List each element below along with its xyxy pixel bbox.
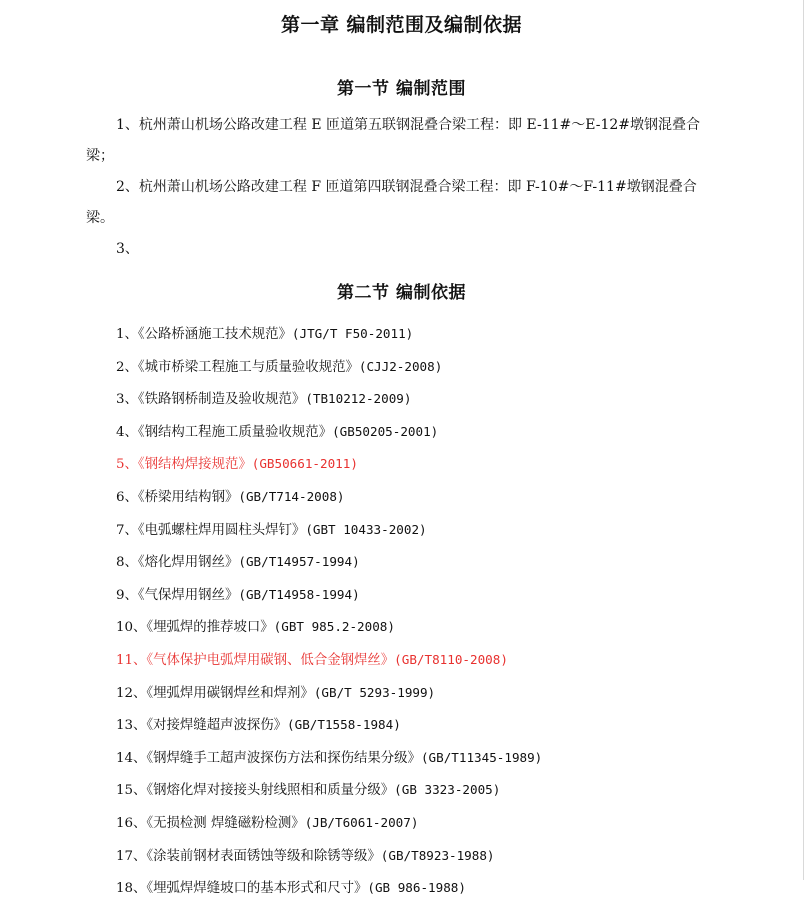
- basis-item-number: 12、: [116, 685, 147, 701]
- basis-item: [116, 448, 756, 481]
- basis-item-number: 1、: [116, 327, 138, 342]
- basis-item-standard-code: (GBT 10433-2002): [305, 521, 427, 537]
- basis-item-title: 《气保焊用钢丝》: [137, 587, 239, 603]
- basis-item-title: 《对接焊缝超声波探伤》: [146, 718, 288, 734]
- basis-item-standard-code: (GB50661-2011): [251, 456, 358, 472]
- scope-list: [86, 110, 706, 265]
- section-title-scope: 第一节 编制范围: [337, 79, 466, 99]
- scope-item: 1、杭州萧山机场公路改建工程 E 匝道第五联钢混叠合梁工程：即 E-11#～E-12#墩钢混叠合梁；: [86, 117, 700, 164]
- basis-item: [116, 611, 756, 644]
- basis-item: [116, 677, 756, 710]
- basis-item-standard-code: (GB/T 5293-1999): [313, 684, 436, 700]
- basis-item: [116, 644, 756, 677]
- basis-item: [116, 416, 756, 449]
- basis-item-title: 《熔化焊用钢丝》: [137, 555, 239, 571]
- basis-item-title: 《公路桥涵施工技术规范》: [137, 327, 292, 342]
- basis-item: [116, 742, 756, 775]
- basis-item-standard-code: (GB 986-1988): [367, 880, 466, 896]
- basis-item-title: 《钢焊缝手工超声波探伤方法和探伤结果分级》: [146, 750, 421, 766]
- basis-item-title: 《铁路钢桥制造及验收规范》: [137, 392, 306, 408]
- basis-item-title: 《无损检测 焊缝磁粉检测》: [146, 815, 305, 831]
- basis-item: [116, 546, 756, 579]
- basis-item-title: 《埋弧焊的推荐坡口》: [146, 620, 274, 636]
- basis-item: [116, 579, 756, 612]
- basis-item-title: 《埋弧焊用碳钢焊丝和焊剂》: [146, 685, 314, 701]
- basis-item-standard-code: (GB50205-2001): [332, 423, 439, 439]
- basis-item-number: 15、: [116, 783, 147, 799]
- basis-list: [116, 318, 756, 905]
- basis-item-number: 9、: [116, 587, 138, 603]
- basis-item-title: 《钢结构工程施工质量验收规范》: [137, 424, 333, 440]
- basis-item-standard-code: (GB/T14957-1994): [238, 554, 360, 570]
- basis-item-standard-code: (TB10212-2009): [305, 391, 412, 407]
- basis-item-number: 4、: [116, 424, 138, 440]
- basis-item: [116, 840, 756, 873]
- basis-item: [116, 481, 756, 514]
- basis-item-title: 《桥梁用结构钢》: [137, 489, 239, 505]
- basis-item-number: 16、: [116, 815, 147, 831]
- scope-item: 2、杭州萧山机场公路改建工程 F 匝道第四联钢混叠合梁工程：即 F-10#～F-11#墩钢混叠合梁。: [86, 179, 697, 226]
- basis-item: [116, 351, 756, 384]
- basis-item-standard-code: (GB 3323-2005): [394, 782, 501, 798]
- scope-item: 3、: [116, 241, 139, 257]
- basis-item-number: 13、: [116, 718, 147, 734]
- basis-item-title: 《涂装前钢材表面锈蚀等级和除锈等级》: [146, 848, 381, 864]
- basis-item-title: 《气体保护电弧焊用碳钢、低合金钢焊丝》: [146, 652, 395, 668]
- basis-item: [116, 872, 756, 905]
- basis-item: [116, 807, 756, 840]
- basis-item-number: 5、: [116, 457, 138, 473]
- basis-item-standard-code: (GB/T11345-1989): [420, 749, 543, 765]
- basis-item-number: 3、: [116, 392, 138, 408]
- basis-item-number: 11、: [116, 652, 147, 668]
- section-title-basis: 第二节 编制依据: [337, 283, 466, 303]
- basis-item-standard-code: (GB/T714-2008): [238, 488, 345, 504]
- basis-item-standard-code: (GB/T8110-2008): [394, 651, 508, 667]
- basis-item-number: 6、: [116, 489, 138, 505]
- basis-item-title: 《埋弧焊焊缝坡口的基本形式和尺寸》: [146, 881, 368, 897]
- basis-item-standard-code: (CJJ2-2008): [358, 358, 443, 374]
- basis-item-title: 《钢熔化焊对接接头射线照相和质量分级》: [146, 783, 395, 799]
- basis-item-number: 2、: [116, 359, 138, 375]
- basis-item: [116, 514, 756, 547]
- basis-item-standard-code: (JTG/T F50-2011): [291, 326, 414, 341]
- basis-item: [116, 383, 756, 416]
- basis-item-standard-code: (JB/T6061-2007): [304, 814, 419, 830]
- basis-item-title: 《电弧螺柱焊用圆柱头焊钉》: [137, 522, 306, 538]
- basis-item-number: 7、: [116, 522, 138, 538]
- basis-item-number: 14、: [116, 750, 147, 766]
- basis-item: [116, 709, 756, 742]
- basis-item-number: 8、: [116, 555, 138, 571]
- basis-item-number: 18、: [116, 881, 147, 897]
- basis-item-standard-code: (GB/T1558-1984): [287, 717, 401, 733]
- basis-item: [116, 774, 756, 807]
- basis-item-standard-code: (GB/T14958-1994): [238, 586, 360, 602]
- basis-item-title: 《城市桥梁工程施工与质量验收规范》: [137, 359, 359, 375]
- basis-item-standard-code: (GBT 985.2-2008): [273, 619, 395, 635]
- basis-item-standard-code: (GB/T8923-1988): [380, 847, 495, 863]
- chapter-title: 第一章 编制范围及编制依据: [280, 14, 523, 36]
- basis-item-title: 《钢结构焊接规范》: [137, 457, 252, 473]
- basis-item-number: 10、: [116, 620, 147, 636]
- basis-item: [116, 318, 756, 351]
- basis-item-number: 17、: [116, 848, 147, 864]
